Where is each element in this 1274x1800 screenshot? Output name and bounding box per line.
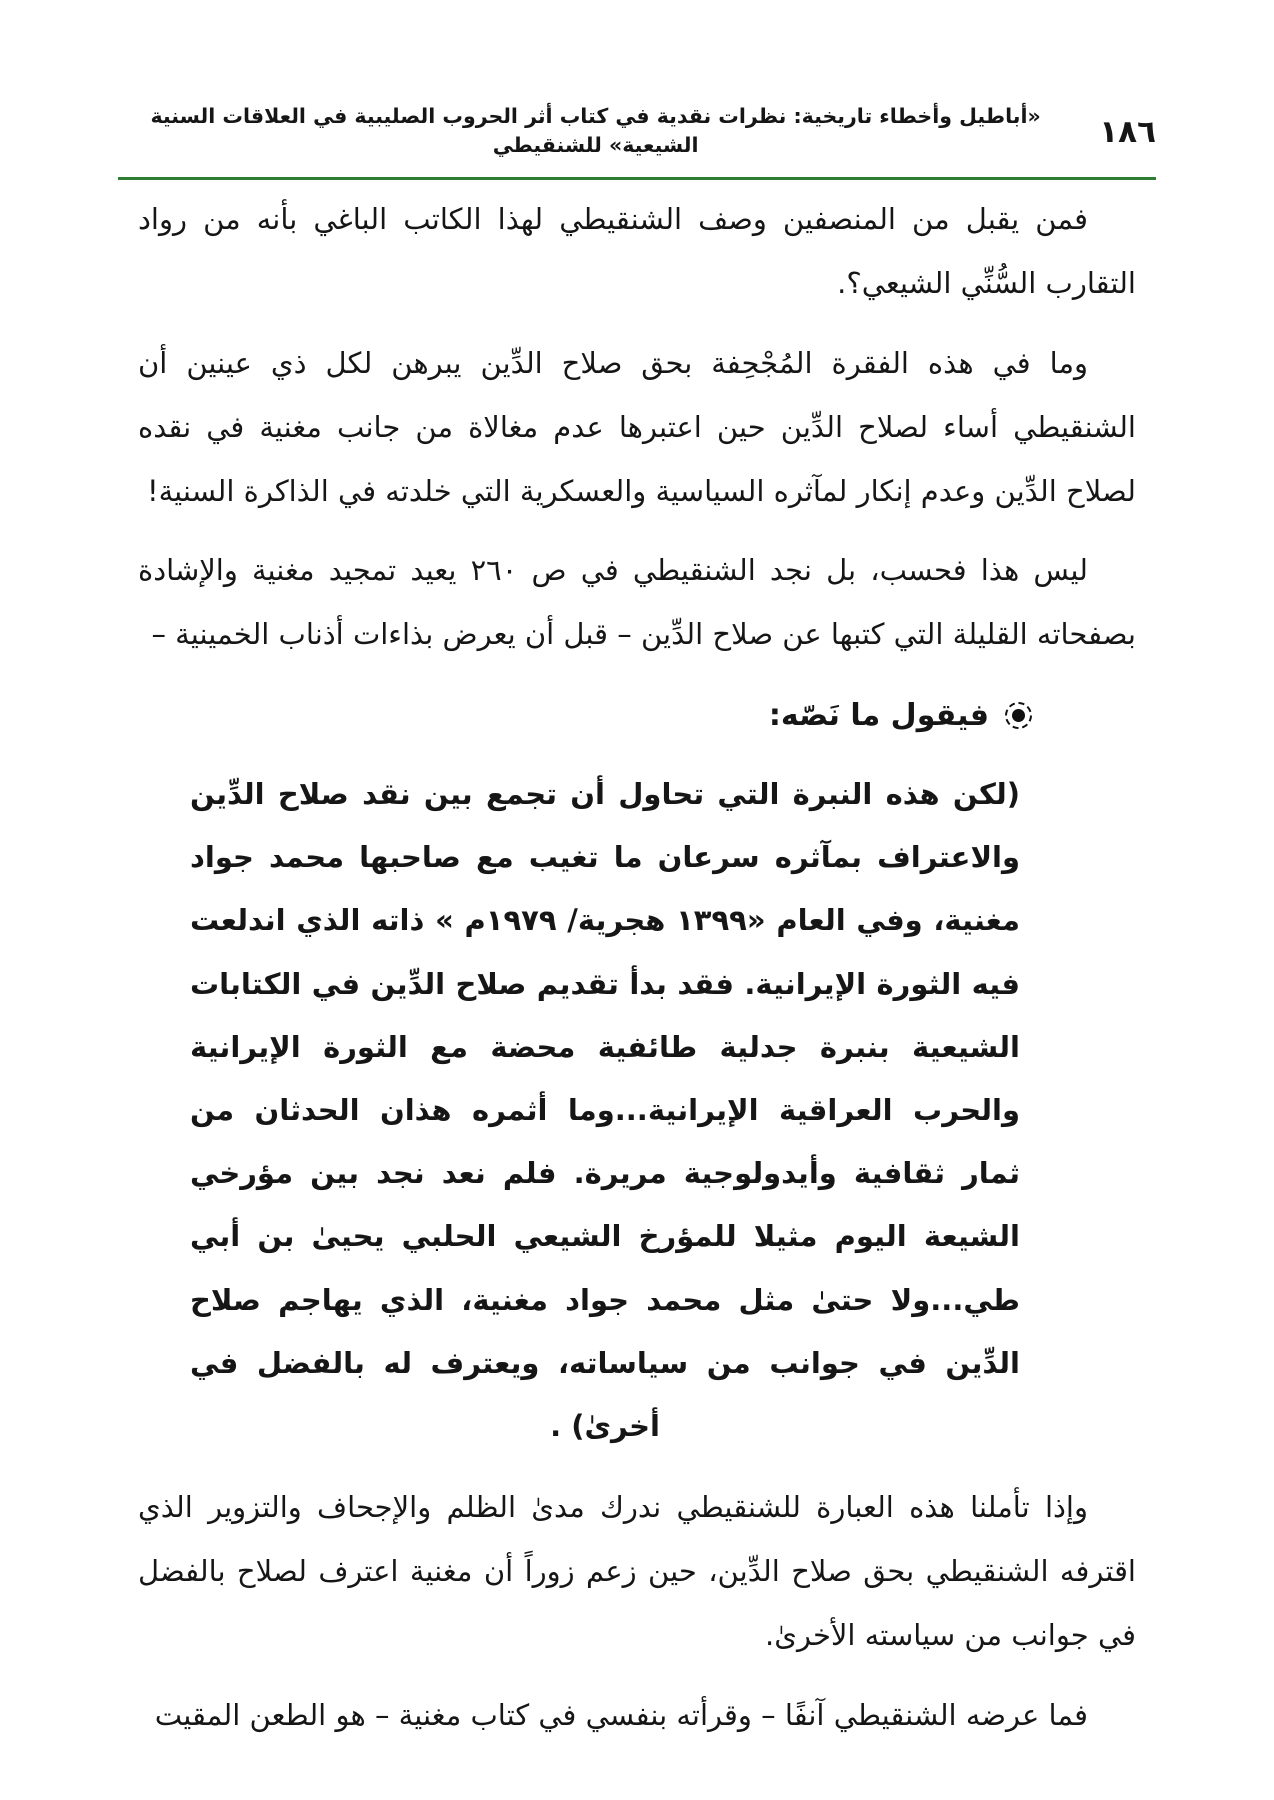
paragraph-1: فمن يقبل من المنصفين وصف الشنقيطي لهذا الكاتب الباغي بأنه من رواد التقارب السُّنِّي الشيعي؟. [138,202,1136,301]
running-title: «أباطيل وأخطاء تاريخية: نظرات نقدية في كتاب أثر الحروب الصليبية في العلاقات السنية الشيعية» للشنقيطي [150,104,1041,157]
paragraph-2: وما في هذه الفقرة المُجْحِفة بحق صلاح الدِّين يبرهن لكل ذي عينين أن الشنقيطي أساء لصلاح الدِّين حين اعتبرها عدم مغالاة من جانب مغنية في نقده لصلاح الدِّين وعدم إنكار لمآثره السياسية والعسكرية التي خلدته في الذاكرة السنية! [138,345,1136,508]
page-content [0,180,1274,1747]
quote-intro-text: فيقول ما نَصّه: [768,697,989,733]
page-number: ١٨٦ [1099,114,1156,151]
quote-intro-line [138,683,1032,749]
paragraph-4: وإذا تأملنا هذه العبارة للشنقيطي ندرك مدىٰ الظلم والإجحاف والتزوير الذي اقترفه الشنقيطي بحق صلاح الدِّين، حين زعم زوراً أن مغنية اعترف لصلاح بالفضل في جوانب من سياسته الأخرىٰ. [138,1490,1136,1652]
paragraph-5: فما عرضه الشنقيطي آنفًا – وقرأته بنفسي في كتاب مغنية – هو الطعن المقيت [154,1697,1088,1732]
quoted-passage: (لكن هذه النبرة التي تحاول أن تجمع بين نقد صلاح الدِّين والاعتراف بمآثره سرعان ما تغيب مع صاحبها محمد جواد مغنية، وفي العام «١٣٩٩ هجرية/ ١٩٧٩م » ذاته الذي اندلعت فيه الثورة الإيرانية. فقد بدأ تقديم صلاح الدِّين في الكتابات الشيعية بنبرة جدلية طائفية محضة مع الثورة الإيرانية والحرب العراقية الإيرانية...وما أثمره هذان الحدثان من ثمار ثقافية وأيدولوجية مريرة. فلم نعد نجد بين مؤرخي الشيعة اليوم مثيلا للمؤرخ الشيعي الحلبي يحيىٰ بن أبي طي...ولا حتىٰ مثل محمد جواد مغنية، الذي يهاجم صلاح الدِّين في جوانب من سياساته، ويعترف له بالفضل في أخرىٰ) . [190,776,1020,1444]
page-header [0,0,1274,159]
bullet-icon [1005,702,1032,729]
paragraph-3: ليس هذا فحسب، بل نجد الشنقيطي في ص ٢٦٠ يعيد تمجيد مغنية والإشادة بصفحاته القليلة التي كتبها عن صلاح الدِّين – قبل أن يعرض بذاءات أذناب الخمينية – [138,553,1136,652]
